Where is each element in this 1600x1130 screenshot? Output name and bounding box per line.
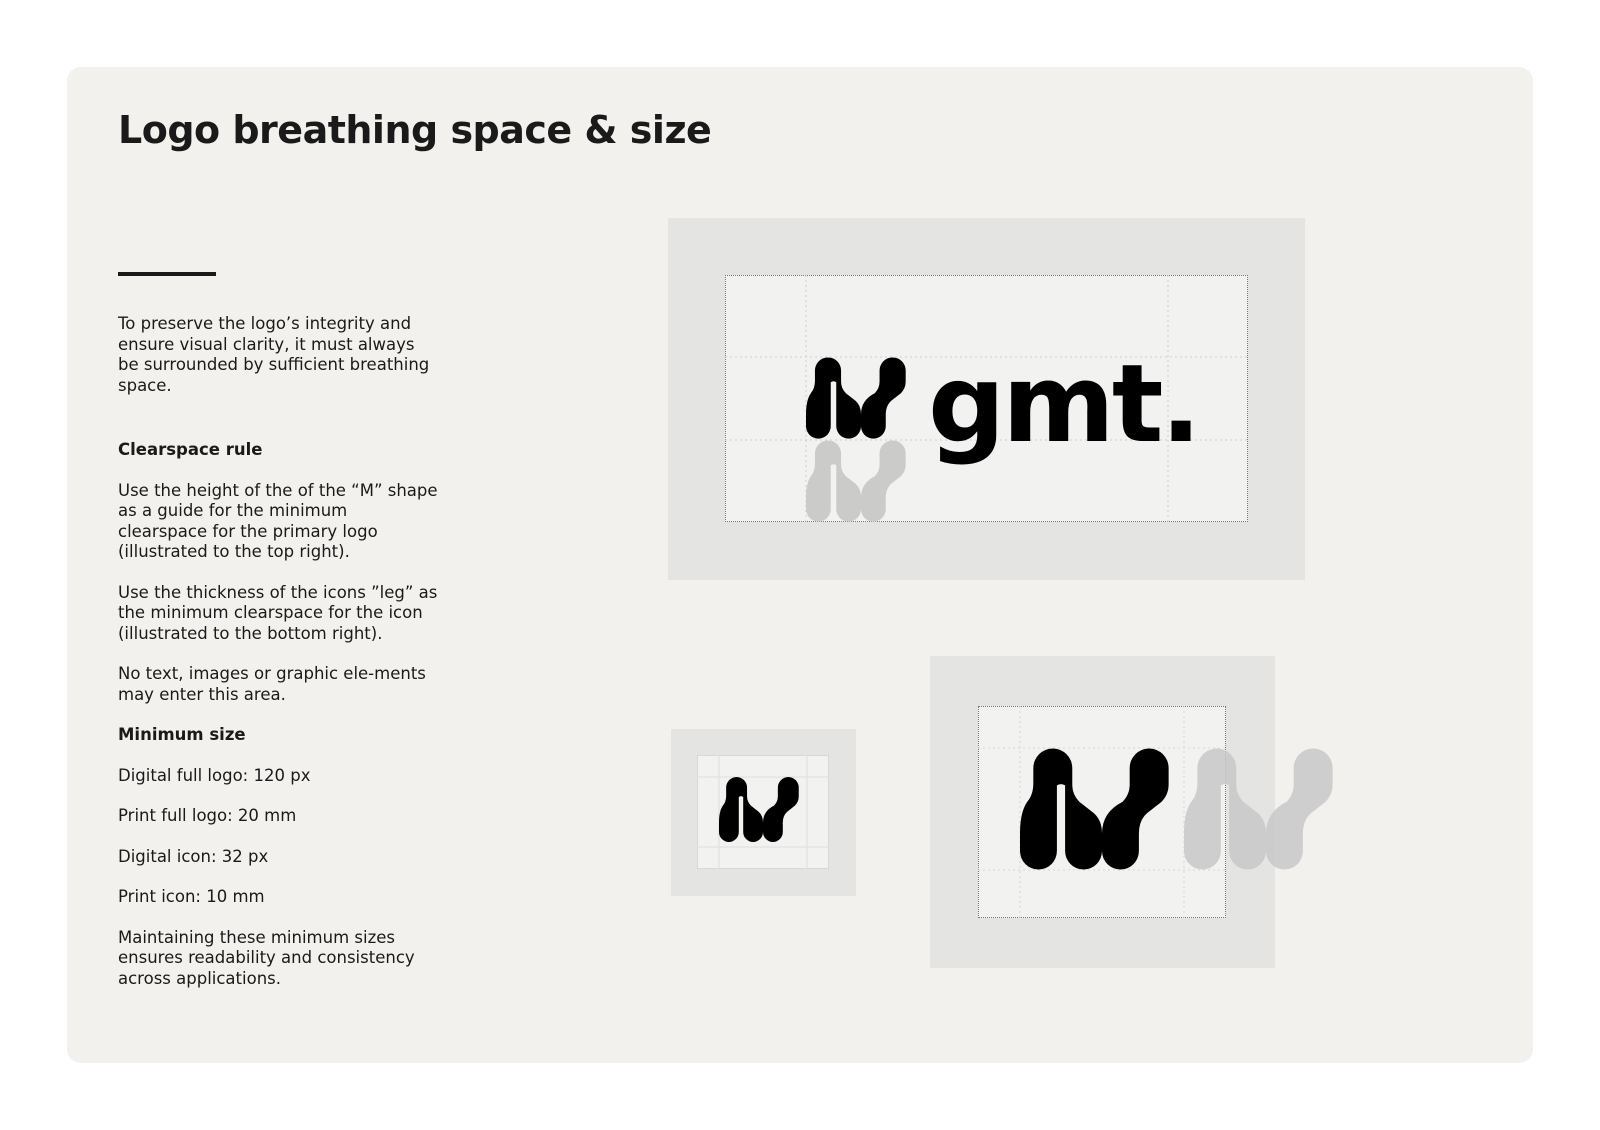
mgmt-m-icon [719, 777, 799, 842]
primary-logo-figure [725, 275, 1248, 522]
guideline-text [118, 314, 438, 989]
ghost-m-icon [1184, 749, 1333, 870]
min-size-heading: Minimum size [118, 725, 246, 744]
page-title: Logo breathing space & size [118, 108, 712, 152]
clearspace-paragraph-3: No text, images or graphic ele-ments may enter this area. [118, 664, 426, 704]
intro-paragraph: To preserve the logo’s integrity and ensure visual clarity, it must always be surrounded by sufficient breathing space. [118, 314, 430, 395]
small-icon-figure [697, 755, 829, 869]
large-icon-figure [978, 706, 1348, 918]
clearspace-heading: Clearspace rule [118, 440, 263, 459]
min-size-item: Digital icon: 32 px [118, 846, 269, 866]
min-size-item: Digital full logo: 120 px [118, 765, 311, 785]
min-size-item: Print full logo: 20 mm [118, 806, 297, 825]
min-size-item: Print icon: 10 mm [118, 887, 265, 906]
closing-paragraph: Maintaining these minimum sizes ensures readability and consistency across applications. [118, 927, 415, 988]
wordmark-text: gmt. [928, 342, 1199, 467]
clearspace-grid [697, 755, 829, 869]
mgmt-m-icon [806, 357, 906, 438]
clearspace-paragraph-1: Use the height of the of the “M” shape as a guide for the minimum clearspace for the primary logo (illustrated to the top right). [118, 480, 438, 561]
mgmt-m-icon [1020, 749, 1169, 870]
accent-rule [118, 272, 216, 276]
clearspace-paragraph-2: Use the thickness of the icons ”leg” as the minimum clearspace for the icon (illustrated to the bottom right). [118, 582, 438, 643]
ghost-m-icon [806, 440, 906, 521]
